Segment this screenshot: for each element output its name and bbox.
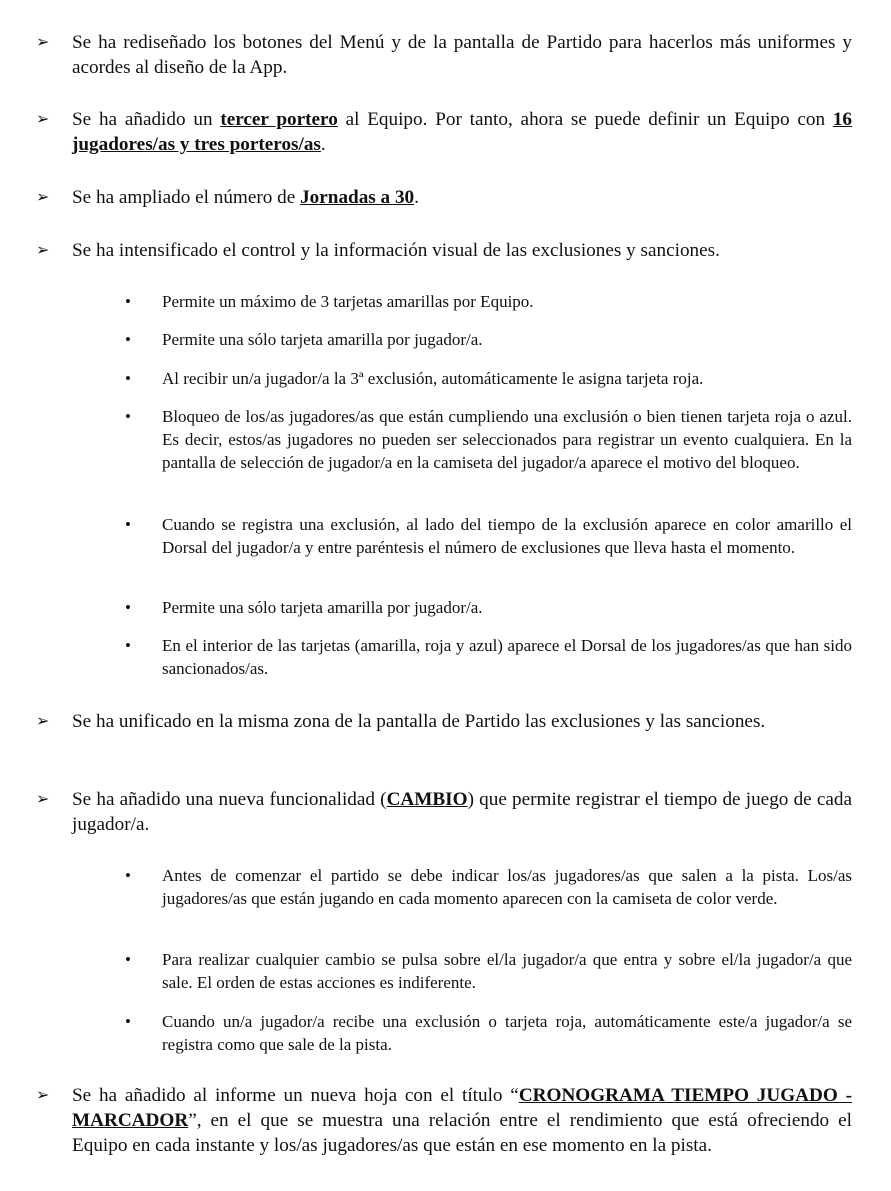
text-span: Se ha añadido un [72,109,221,130]
arrow-bullet-icon: ➢ [36,791,50,808]
dot-bullet-icon: • [125,292,131,311]
sublist-text: Cuando se registra una exclusión, al lado del tiempo de la exclusión aparece en color amarillo el Dorsal del jugador/a y entre paréntesis el número de exclusiones que lleva hasta el momento. [162,515,852,557]
arrow-bullet-icon: ➢ [36,713,50,730]
bullet-text [72,238,852,263]
emphasis-text: tercer portero [220,109,338,130]
sublist-text: Antes de comenzar el partido se debe indicar los/as jugadores/as que salen a la pista. Los/as jugadores/as que están jugando en cada momento aparecen con la camiseta de color verde. [162,866,852,908]
dot-bullet-icon: • [125,407,131,426]
dot-bullet-icon: • [125,515,131,534]
sublist-text: Al recibir un/a jugador/a la 3ª exclusión, automáticamente le asigna tarjeta roja. [162,369,704,388]
dot-bullet-icon: • [125,330,131,349]
bullet-text [72,1083,852,1158]
arrow-bullet-icon: ➢ [36,189,50,206]
sublist-text: Para realizar cualquier cambio se pulsa sobre el/la jugador/a que entra y sobre el/la jugador/a que sale. El orden de estas acciones es indiferente. [162,950,852,992]
text-span: ”, en el que se muestra una relación entre el rendimiento que está ofreciendo el Equipo en cada instante y los/as jugadores/as que están en ese momento en la pista. [72,1110,852,1156]
text-span: Se ha unificado en la misma zona de la pantalla de Partido las exclusiones y las sanciones. [72,711,766,732]
bullet-text [72,709,852,734]
bullet-text [72,185,852,210]
arrow-bullet-icon: ➢ [36,1087,50,1104]
text-span: ) que permite registrar el tiempo de juego de cada jugador/a. [72,789,853,835]
sublist-text: Permite un máximo de 3 tarjetas amarillas por Equipo. [162,292,534,311]
text-span: . [414,187,419,208]
dot-bullet-icon: • [125,598,131,617]
emphasis-text: CAMBIO [386,789,468,810]
dot-bullet-icon: • [125,950,131,969]
dot-bullet-icon: • [125,369,131,388]
text-span: al Equipo. Por tanto, ahora se puede definir un Equipo con [337,109,833,130]
sublist-text: Cuando un/a jugador/a recibe una exclusión o tarjeta roja, automáticamente este/a jugador/a se registra como que sale de la pista. [162,1012,852,1054]
arrow-bullet-icon: ➢ [36,242,50,259]
emphasis-text: 16 jugadores/as y tres porteros/as [72,109,852,155]
text-span: Se ha añadido al informe un nueva hoja con el título “ [72,1085,519,1106]
text-span: Se ha añadido una nueva funcionalidad ( [72,789,387,810]
arrow-bullet-icon: ➢ [36,34,50,51]
text-span: Se ha intensificado el control y la información visual de las exclusiones y sanciones. [72,240,720,261]
sublist-text: Permite una sólo tarjeta amarilla por jugador/a. [162,598,483,617]
emphasis-text: CRONOGRAMA TIEMPO JUGADO - MARCADOR [72,1085,852,1131]
emphasis-text: Jornadas a 30 [300,187,415,208]
sublist-text: En el interior de las tarjetas (amarilla, roja y azul) aparece el Dorsal de los jugadores/as que han sido sancionados/as. [162,636,852,678]
sublist-text: Permite una sólo tarjeta amarilla por jugador/a. [162,330,483,349]
dot-bullet-icon: • [125,636,131,655]
bullet-text [72,30,852,80]
text-span: Se ha rediseñado los botones del Menú y de la pantalla de Partido para hacerlos más uniformes y acordes al diseño de la App. [72,32,852,78]
arrow-bullet-icon: ➢ [36,111,50,128]
dot-bullet-icon: • [125,1012,131,1031]
text-span: . [320,134,326,155]
bullet-text [72,787,852,837]
text-span: Se ha ampliado el número de [72,187,301,208]
dot-bullet-icon: • [125,866,131,885]
bullet-text [72,107,852,157]
sublist-text: Bloqueo de los/as jugadores/as que están cumpliendo una exclusión o bien tienen tarjeta roja o azul. Es decir, estos/as jugadores no pueden ser seleccionados para registrar un evento cualquiera. En la pantalla de selección de jugador/a en la camiseta del jugador/a aparece el motivo del bloqueo. [162,407,852,472]
